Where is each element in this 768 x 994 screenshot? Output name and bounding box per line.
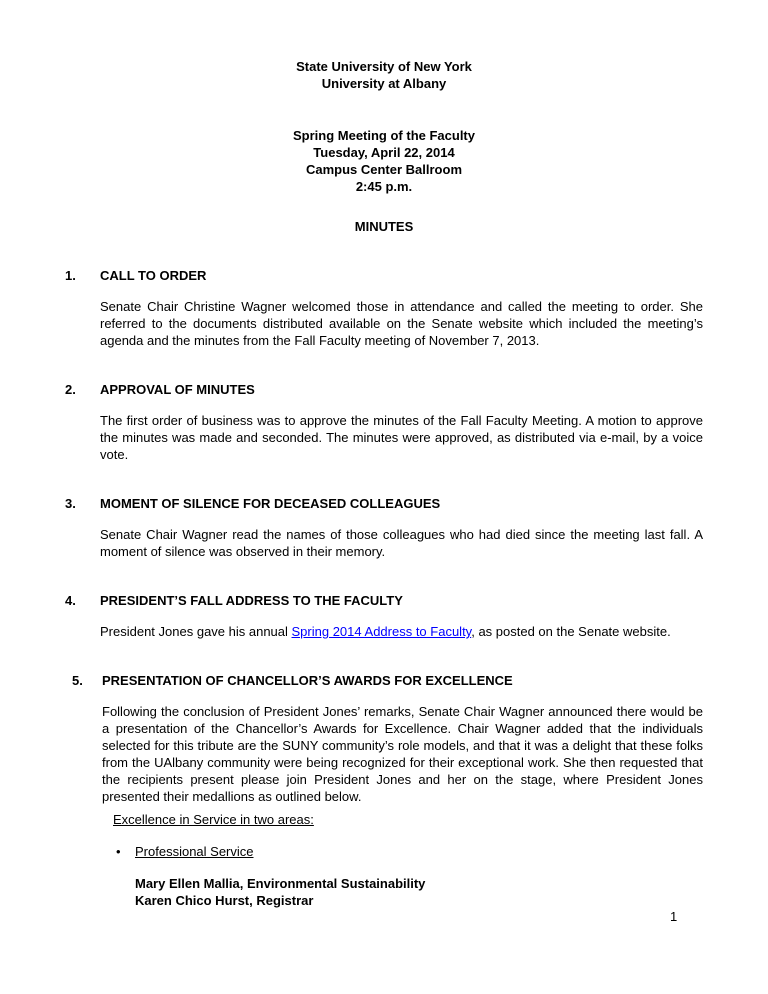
meeting-time: 2:45 p.m. <box>355 179 413 194</box>
section-number: 2. <box>65 382 76 397</box>
section-body-text <box>100 623 703 640</box>
recipient-name: Karen Chico Hurst, Registrar <box>135 893 314 908</box>
document-header <box>65 58 703 92</box>
section-heading-text: APPROVAL OF MINUTES <box>100 382 255 397</box>
address-body-prefix: President Jones gave his annual <box>100 624 292 639</box>
section-body-text: Senate Chair Wagner read the names of those colleagues who had died since the meeting last fall. A moment of silence was observed in their memory. <box>100 527 703 559</box>
section-number: 5. <box>72 673 83 688</box>
section-body-text: Following the conclusion of President Jones’ remarks, Senate Chair Wagner announced there would be a presentation of the Chancellor’s Awards for Excellence. Chair Wagner added that the individuals selected for this tribute are the SUNY community’s role models, and that it was a delight that these folks from the UAlbany community were being recognized for their exceptional work. She then requested that the recipients present please join President Jones and her on the stage, where President Jones presented their medallions as outlined below. <box>102 704 703 804</box>
section-number: 4. <box>65 593 76 608</box>
award-category-label: Professional Service <box>135 844 254 859</box>
section-heading <box>65 592 703 609</box>
section-heading-text: MOMENT OF SILENCE FOR DECEASED COLLEAGUES <box>100 496 441 511</box>
address-body-suffix: , as posted on the Senate website. <box>471 624 671 639</box>
award-category-item <box>116 843 703 860</box>
section-heading-text: CALL TO ORDER <box>100 268 207 283</box>
section-heading <box>65 267 703 284</box>
meeting-location: Campus Center Ballroom <box>305 162 463 177</box>
recipient-name: Mary Ellen Mallia, Environmental Sustainability <box>135 876 426 891</box>
section-presidents-address <box>65 592 703 640</box>
section-heading-text: PRESIDENT’S FALL ADDRESS TO THE FACULTY <box>100 593 403 608</box>
section-approval-of-minutes <box>65 381 703 463</box>
faculty-address-link[interactable]: Spring 2014 Address to Faculty <box>291 624 472 639</box>
section-chancellors-awards <box>72 672 703 909</box>
section-heading <box>72 672 703 689</box>
section-number: 1. <box>65 268 76 283</box>
section-call-to-order <box>65 267 703 349</box>
section-number: 3. <box>65 496 76 511</box>
institution-campus: University at Albany <box>321 76 447 91</box>
bullet-icon: • <box>116 844 121 859</box>
meeting-date: Tuesday, April 22, 2014 <box>313 145 455 160</box>
document-title: MINUTES <box>354 219 414 234</box>
section-body-text: The first order of business was to approve the minutes of the Fall Faculty Meeting. A motion to approve the minutes was made and seconded. The minutes were approved, as distributed via e-mail, by a voice vote. <box>100 413 703 462</box>
meeting-info-block <box>65 127 703 195</box>
award-recipients <box>135 875 703 909</box>
institution-name: State University of New York <box>296 59 472 74</box>
section-heading <box>65 381 703 398</box>
section-moment-of-silence <box>65 495 703 560</box>
award-area-heading: Excellence in Service in two areas: <box>113 812 314 827</box>
page-number: 1 <box>670 909 678 924</box>
section-heading <box>65 495 703 512</box>
section-heading-text: PRESENTATION OF CHANCELLOR’S AWARDS FOR EXCELLENCE <box>102 673 513 688</box>
section-body-text: Senate Chair Christine Wagner welcomed those in attendance and called the meeting to order. She referred to the documents distributed available on the Senate website which included the meeting’s agenda and the minutes from the Fall Faculty meeting of November 7, 2013. <box>100 299 703 348</box>
meeting-title: Spring Meeting of the Faculty <box>292 128 475 143</box>
